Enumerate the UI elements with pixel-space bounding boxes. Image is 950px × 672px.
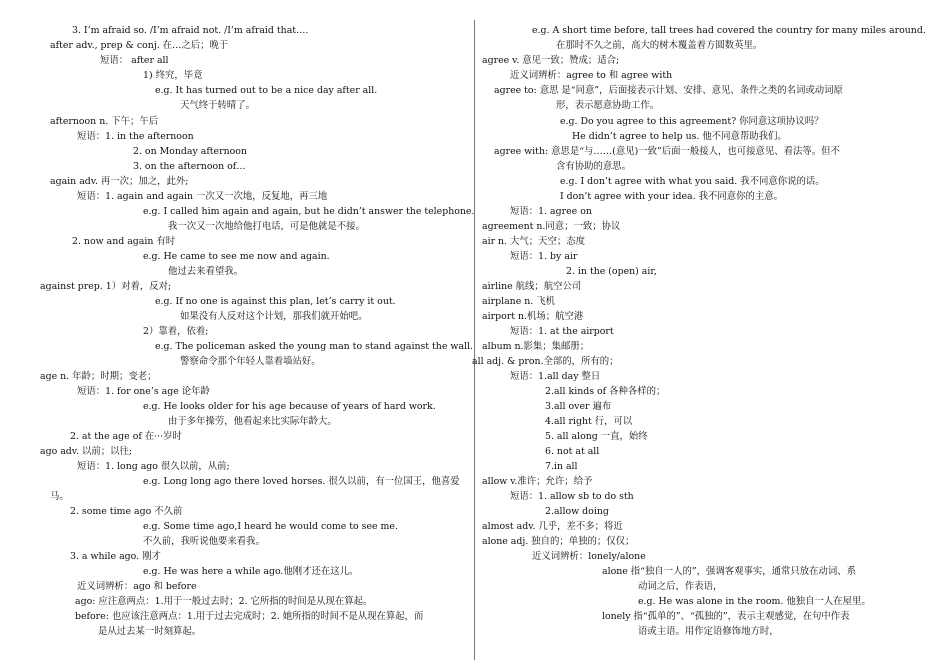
text-line: 2. on Monday afternoon <box>133 146 247 157</box>
text-line: 2.allow doing <box>545 506 609 517</box>
text-line: ago: 应注意两点：1.用于一般过去时；2. 它所指的时间是从现在算起。 <box>75 596 373 607</box>
text-line: 2. at the age of 在···岁时 <box>70 431 182 442</box>
text-line: ago adv. 以前；以往; <box>40 446 132 457</box>
text-line: 马。 <box>50 491 69 502</box>
text-line: e.g. Long long ago there loved horses. 很久以前，有一位国王，他喜爱 <box>143 476 460 487</box>
text-line: alone 指“独自一人的”，强调客观事实，通常只放在动词、系 <box>602 566 857 577</box>
text-line: 3. a while ago. 刚才 <box>70 551 161 562</box>
text-line: album n.影集；集邮册； <box>482 341 590 352</box>
text-line: 2.all kinds of 各种各样的； <box>545 386 666 397</box>
text-line: airport n.机场；航空港 <box>482 311 584 322</box>
text-line: 我一次又一次地给他打电话，可是他就是不接。 <box>168 221 365 232</box>
text-line: 6. not at all <box>545 446 600 457</box>
text-line: e.g. Do you agree to this agreement? 你同意这项协议吗？ <box>560 116 824 127</box>
text-line: 近义词辨析：lonely/alone <box>532 551 646 562</box>
text-line: 短语： after all <box>100 55 169 66</box>
text-line: alone adj. 独自的；单独的；仅仅； <box>482 536 635 547</box>
text-line: agree v. 意见一致；赞成；适合; <box>482 55 620 66</box>
text-line: against prep. 1）对着，反对; <box>40 281 172 292</box>
text-line: 短语：1. for one’s age 论年龄 <box>77 386 210 397</box>
text-line: e.g. If no one is against this plan, let’s carry it out. <box>155 296 396 307</box>
text-line: airline 航线；航空公司 <box>482 281 582 292</box>
text-line: 2）靠着，依着; <box>143 326 209 337</box>
text-line: 警察命令那个年轻人靠着墙站好。 <box>180 356 321 367</box>
text-line: 近义词辨析：agree to 和 agree with <box>510 70 673 81</box>
text-line: lonely 指“孤单的”、“孤独的”，表示主观感觉，在句中作表 <box>602 611 850 622</box>
text-line: before: 也应该注意两点：1.用于过去完成时；2. 她所指的时间不是从现在算起，而 <box>75 611 424 622</box>
text-line: allow v.准许；允许；给予 <box>482 476 593 487</box>
text-line: e.g. He was here a while ago.他刚才还在这儿。 <box>143 566 359 577</box>
text-line: e.g. A short time before, tall trees had covered the country for many miles around. <box>532 25 926 36</box>
text-line: 短语：1. at the airport <box>510 326 614 337</box>
text-line: 2. some time ago 不久前 <box>70 506 183 517</box>
text-line: afternoon n. 下午；午后 <box>50 116 159 127</box>
text-line: 动词之后，作表语， <box>638 581 723 592</box>
text-line: 2. now and again 有时 <box>72 236 176 247</box>
text-line: 4.all right 行，可以 <box>545 416 633 427</box>
text-line: 5. all along 一直，始终 <box>545 431 648 442</box>
text-line: 天气终于转晴了。 <box>180 100 256 111</box>
text-line: 短语：1. again and again 一次又一次地，反复地，再三地 <box>77 191 328 202</box>
text-line: 短语：1. by air <box>510 251 578 262</box>
text-line: 短语：1. in the afternoon <box>77 131 194 142</box>
text-line: 是从过去某一时刻算起。 <box>98 626 202 637</box>
text-line: 短语：1. allow sb to do sth <box>510 491 634 502</box>
text-line: 形，表示愿意协助工作。 <box>556 100 660 111</box>
text-line: 不久前，我听说他要来看我。 <box>143 536 265 547</box>
text-line: 如果没有人反对这个计划，那我们就开始吧。 <box>180 311 368 322</box>
text-line: 由于多年操劳，他看起来比实际年龄大。 <box>168 416 337 427</box>
text-line: 短语：1. long ago 很久以前，从前; <box>77 461 230 472</box>
text-line: e.g. He was alone in the room. 他独自一人在屋里。 <box>638 596 871 607</box>
text-line: agree with: 意思是“与……(意见)一致”后面一般接人，也可接意见、看法等。但不 <box>494 146 840 157</box>
text-line: 短语：1.all day 整日 <box>510 371 601 382</box>
text-line: air n. 大气；天空；态度 <box>482 236 586 247</box>
text-line: 短语：1. agree on <box>510 206 592 217</box>
text-line: 语或主语。用作定语修饰地方时， <box>638 626 779 637</box>
text-line: e.g. Some time ago,I heard he would come to see me. <box>143 521 398 532</box>
text-line: 3. on the afternoon of… <box>133 161 246 172</box>
text-line: 在那时不久之前，高大的树木覆盖着方圆数英里。 <box>556 40 763 51</box>
text-line: 1) 终究，毕竟 <box>143 70 203 81</box>
text-line: e.g. I called him again and again, but he didn’t answer the telephone. <box>143 206 475 217</box>
text-line: all adj. & pron.全部的，所有的； <box>472 356 619 367</box>
text-line: 近义词辨析：ago 和 before <box>77 581 197 592</box>
text-line: 7.in all <box>545 461 578 472</box>
text-line: almost adv. 几乎，差不多；将近 <box>482 521 623 532</box>
text-line: agree to: 意思 是“同意”，后面接表示计划、安排、意见、条件之类的名词或动词原 <box>494 85 843 96</box>
column-divider <box>474 20 475 660</box>
text-line: e.g. He came to see me now and again. <box>143 251 330 262</box>
text-line: again adv. 再一次；加之，此外; <box>50 176 189 187</box>
text-line: 3.all over 遍布 <box>545 401 612 412</box>
text-line: I don’t agree with your idea. 我不同意你的主意。 <box>560 191 783 202</box>
text-line: airplane n. 飞机 <box>482 296 555 307</box>
text-line: after adv., prep & conj. 在…之后；晚于 <box>50 40 229 51</box>
text-line: agreement n.同意；一致；协议 <box>482 221 621 232</box>
text-line: e.g. He looks older for his age because of years of hard work. <box>143 401 436 412</box>
text-line: e.g. The policeman asked the young man to stand against the wall. <box>155 341 473 352</box>
text-line: 他过去来看望我。 <box>168 266 244 277</box>
text-line: He didn’t agree to help us. 他不同意帮助我们。 <box>572 131 787 142</box>
text-line: e.g. I don’t agree with what you said. 我不同意你说的话。 <box>560 176 825 187</box>
text-line: 含有协助的意思。 <box>556 161 632 172</box>
text-line: 2. in the (open) air, <box>566 266 657 277</box>
text-line: e.g. It has turned out to be a nice day after all. <box>155 85 378 96</box>
text-line: 3. I’m afraid so. /I’m afraid not. /I’m afraid that…. <box>72 25 309 36</box>
text-line: age n. 年龄；时期；变老； <box>40 371 157 382</box>
